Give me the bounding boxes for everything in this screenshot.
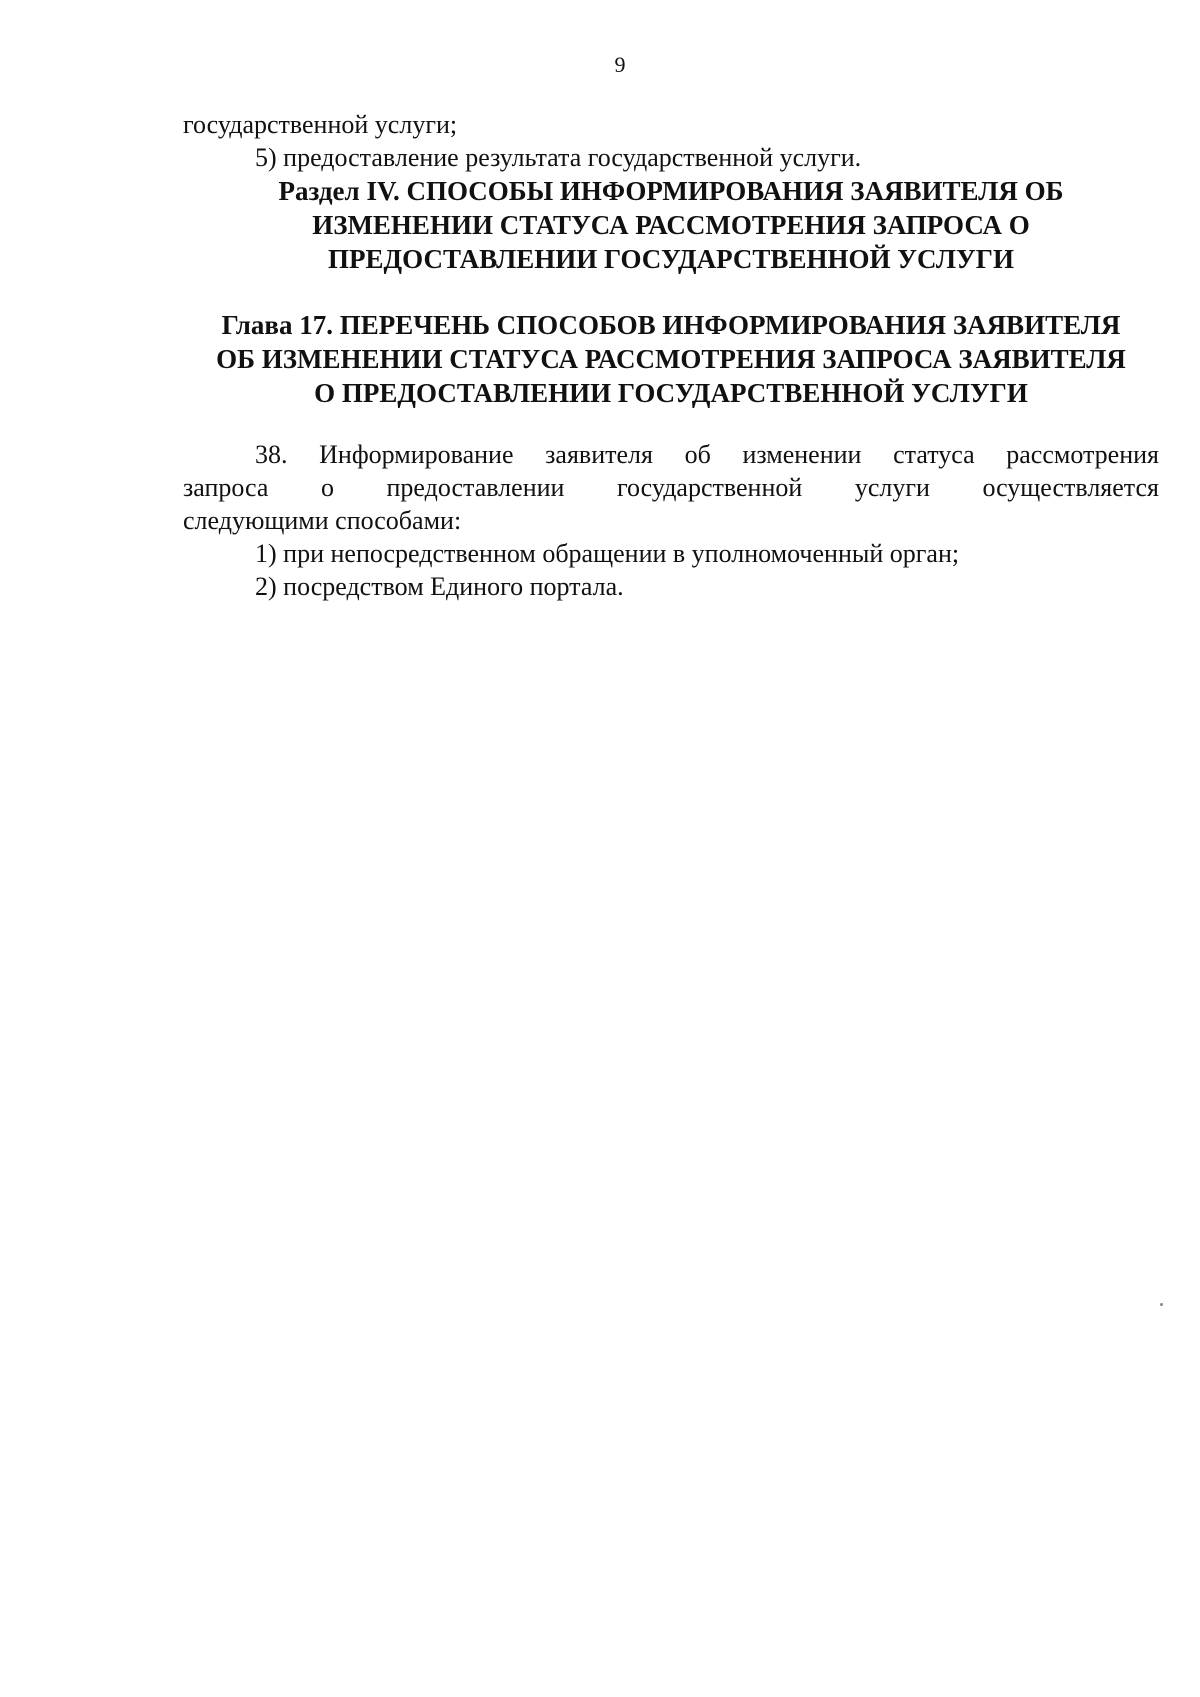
chapter-heading-line: ОБ ИЗМЕНЕНИИ СТАТУСА РАССМОТРЕНИЯ ЗАПРОСА ЗАЯВИТЕЛЯ: [216, 344, 1126, 374]
section-heading-line: Раздел IV. СПОСОБЫ ИНФОРМИРОВАНИЯ ЗАЯВИТЕЛЯ ОБ: [278, 176, 1064, 206]
chapter-heading-line: О ПРЕДОСТАВЛЕНИИ ГОСУДАРСТВЕННОЙ УСЛУГИ: [314, 378, 1028, 408]
chapter-heading: [183, 308, 1159, 410]
section-heading-line: ИЗМЕНЕНИИ СТАТУСА РАССМОТРЕНИЯ ЗАПРОСА О: [312, 210, 1030, 240]
document-body: [183, 108, 1159, 603]
list-item-5: 5) предоставление результата государственной услуги.: [255, 143, 862, 172]
list-item: 2) посредством Единого портала.: [255, 572, 624, 601]
page-number: 9: [614, 52, 626, 77]
section-heading-line: ПРЕДОСТАВЛЕНИИ ГОСУДАРСТВЕННОЙ УСЛУГИ: [328, 244, 1014, 274]
paragraph-line: следующими способами:: [183, 506, 462, 535]
paragraph-line: 38. Информирование заявителя об изменении статуса рассмотрения: [255, 440, 1159, 469]
paragraph-line: запроса о предоставлении государственной услуги осуществляется: [183, 473, 1159, 502]
chapter-heading-line: Глава 17. ПЕРЕЧЕНЬ СПОСОБОВ ИНФОРМИРОВАНИЯ ЗАЯВИТЕЛЯ: [221, 310, 1121, 340]
section-heading: [183, 174, 1159, 276]
scan-speck: [1160, 1303, 1163, 1306]
list-item: 1) при непосредственном обращении в уполномоченный орган;: [255, 539, 960, 568]
continuation-line: государственной услуги;: [183, 110, 458, 139]
paragraph-38: [183, 438, 1159, 537]
